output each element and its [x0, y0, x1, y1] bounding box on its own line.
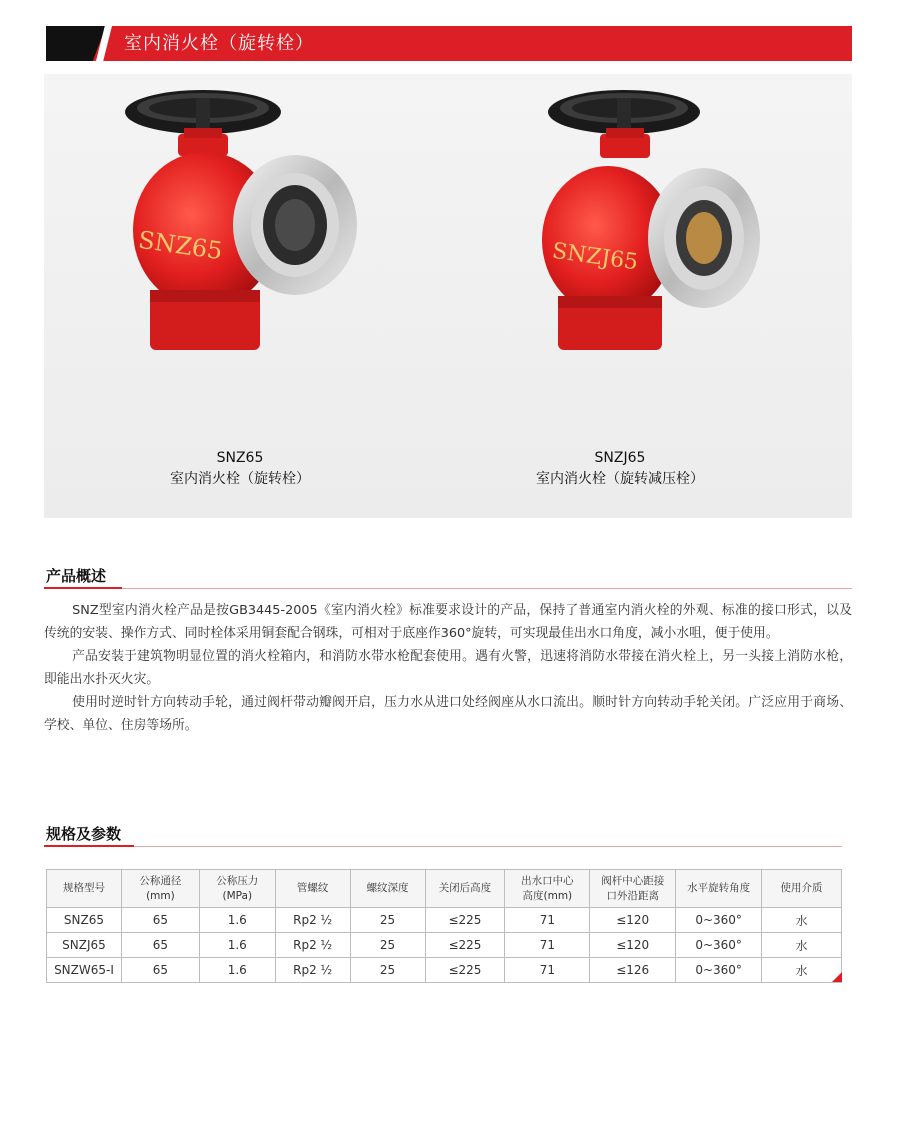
table-row [47, 933, 842, 958]
column-header: 关闭后高度 [425, 870, 505, 908]
page-title: 室内消火栓（旋转栓） [124, 33, 314, 54]
product-model: SNZ65 [216, 450, 264, 466]
product-name: 室内消火栓（旋转减压栓） [536, 471, 704, 487]
product-image-snzj65 [504, 90, 764, 390]
product-image-snz65 [110, 90, 370, 390]
specs-heading-underline [44, 845, 134, 847]
column-header: 使用介质 [762, 870, 842, 908]
column-header: 规格型号 [47, 870, 122, 908]
table-cell: 25 [350, 958, 425, 983]
product-name: 室内消火栓（旋转栓） [170, 471, 310, 487]
column-header: 出水口中心 高度(mm) [505, 870, 590, 908]
table-cell: 71 [505, 908, 590, 933]
overview-divider [44, 588, 852, 589]
table-cell: Rp2 ½ [275, 933, 350, 958]
table-cell: SNZJ65 [47, 933, 122, 958]
table-cell: 0~360° [676, 933, 762, 958]
column-header: 公称通径 (mm) [121, 870, 199, 908]
svg-text:SNZJ65: SNZJ65 [550, 238, 640, 276]
table-cell: 71 [505, 958, 590, 983]
table-cell: ≤120 [590, 908, 676, 933]
table-cell: 水 [762, 958, 842, 983]
table-cell: 25 [350, 908, 425, 933]
table-row [47, 908, 842, 933]
specs-divider [44, 846, 842, 847]
fire-hydrant-valve-icon [504, 90, 764, 390]
table-cell: 65 [121, 933, 199, 958]
table-cell: ≤120 [590, 933, 676, 958]
overview-paragraph: SNZ型室内消火栓产品是按GB3445-2005《室内消火栓》标准要求设计的产品，保持了普通室内消火栓的外观、标准的接口形式，以及传统的安装、操作方式、同时栓体采用铜套配合钢珠，可相对于底座作360°旋转，可实现最佳出水口角度，减小水咀，便于使用。 [44, 603, 852, 641]
table-cell: ≤225 [425, 933, 505, 958]
table-cell: 1.6 [199, 933, 275, 958]
header-black-tab [46, 26, 106, 61]
product-model: SNZJ65 [594, 450, 646, 466]
section-header-bar [46, 26, 852, 61]
table-header-row [47, 870, 842, 908]
column-header: 水平旋转角度 [676, 870, 762, 908]
overview-paragraph: 使用时逆时针方向转动手轮，通过阀杆带动瓣阀开启，压力水从进口处经阀座从水口流出。顺时针方向转动手轮关闭。广泛应用于商场、学校、单位、住房等场所。 [44, 695, 852, 733]
column-header: 公称压力 (MPa) [199, 870, 275, 908]
table-cell: Rp2 ½ [275, 958, 350, 983]
overview-heading-underline [44, 587, 122, 589]
specs-heading: 规格及参数 [46, 825, 122, 843]
table-cell: 25 [350, 933, 425, 958]
fire-hydrant-valve-icon [110, 90, 370, 390]
column-header: 螺纹深度 [350, 870, 425, 908]
table-cell: 65 [121, 908, 199, 933]
table-cell: 1.6 [199, 908, 275, 933]
table-cell: 65 [121, 958, 199, 983]
table-cell: 71 [505, 933, 590, 958]
overview-paragraph: 产品安装于建筑物明显位置的消火栓箱内，和消防水带水枪配套使用。遇有火警，迅速将消防水带接在消火栓上，另一头接上消防水枪，即能出水扑灭火灾。 [44, 649, 852, 687]
table-cell: 水 [762, 908, 842, 933]
table-row [47, 958, 842, 983]
column-header: 管螺纹 [275, 870, 350, 908]
table-cell: 水 [762, 933, 842, 958]
spec-table [46, 869, 842, 983]
overview-body [44, 599, 852, 737]
table-cell: ≤225 [425, 908, 505, 933]
table-cell: SNZW65-I [47, 958, 122, 983]
table-cell: ≤126 [590, 958, 676, 983]
overview-heading: 产品概述 [46, 567, 107, 585]
column-header: 阀杆中心距接 口外沿距离 [590, 870, 676, 908]
table-cell: Rp2 ½ [275, 908, 350, 933]
svg-text:SNZ65: SNZ65 [136, 225, 225, 266]
table-cell: ≤225 [425, 958, 505, 983]
table-cell: SNZ65 [47, 908, 122, 933]
table-cell: 0~360° [676, 958, 762, 983]
product-caption-snz65 [50, 448, 430, 490]
table-cell: 1.6 [199, 958, 275, 983]
table-cell: 0~360° [676, 908, 762, 933]
product-caption-snzj65 [430, 448, 810, 490]
